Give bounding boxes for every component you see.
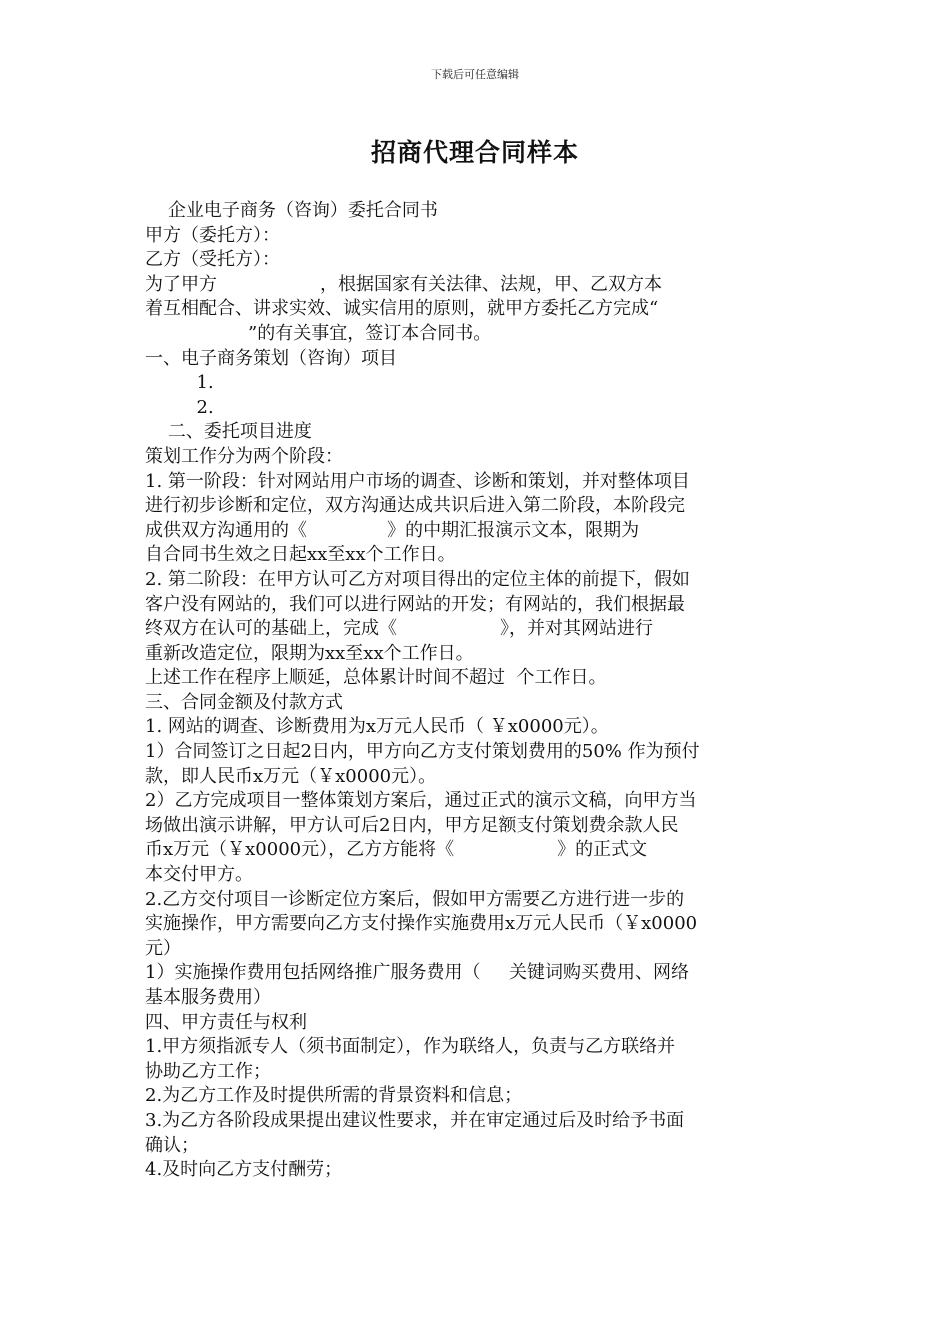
document-line: 2. 第二阶段：在甲方认可乙方对项目得出的定位主体的前提下，假如	[145, 568, 690, 590]
document-body	[145, 199, 810, 1183]
document-line: 本交付甲方。	[145, 864, 253, 886]
document-line: 4.及时向乙方支付酬劳；	[145, 1159, 343, 1181]
document-line: 二、委托项目进度	[145, 421, 312, 443]
document-line: 四、甲方责任与权利	[145, 1011, 307, 1033]
document-line: 三、合同金额及付款方式	[145, 691, 343, 713]
document-line: 乙方（受托方）：	[145, 249, 280, 271]
document-line: 终双方在认可的基础上，完成《 》，并对其网站进行	[145, 618, 653, 640]
document-line: 上述工作在程序上顺延，总体累计时间不超过 个工作日。	[145, 667, 607, 689]
document-line: 策划工作分为两个阶段：	[145, 445, 343, 467]
document-line: 基本服务费用）	[145, 987, 271, 1008]
document-line: 协助乙方工作；	[145, 1060, 271, 1082]
document-line: 元）	[145, 937, 181, 959]
document-line: 款，即人民币x万元（￥x0000元）。	[145, 765, 437, 787]
document-line: 2.为乙方工作及时提供所需的背景资料和信息；	[145, 1085, 523, 1107]
document-line: 自合同书生效之日起xx至xx个工作日。	[145, 544, 456, 566]
document-line: 3.为乙方各阶段成果提出建议性要求，并在审定通过后及时给予书面	[145, 1109, 685, 1131]
document-line: 重新改造定位，限期为xx至xx个工作日。	[145, 642, 474, 664]
document-line: 1.	[145, 372, 214, 394]
document-line: 1）实施操作费用包括网络推广服务费用（ 关键词购买费用、网络	[145, 962, 690, 984]
document-line: ”的有关事宜，签订本合同书。	[145, 322, 492, 344]
document-line: 1. 第一阶段：针对网站用户市场的调查、诊断和策划，并对整体项目	[145, 470, 690, 492]
document-line: 客户没有网站的，我们可以进行网站的开发；有网站的，我们根据最	[145, 593, 685, 615]
document-line: 1. 网站的调查、诊断费用为x万元人民币（ ￥x0000元）。	[145, 716, 609, 738]
document-line: 为了甲方 ，根据国家有关法律、法规，甲、乙双方本	[145, 273, 662, 295]
document-title: 招商代理合同样本	[370, 138, 579, 167]
document-line: 甲方（委托方）：	[145, 224, 280, 246]
document-line: 币x万元（￥x0000元），乙方方能将《 》的正式文	[145, 839, 648, 861]
document-line: 成供双方沟通用的《 》的中期汇报演示文本，限期为	[145, 519, 640, 541]
document-line: 确认；	[145, 1134, 199, 1156]
document-line: 2.乙方交付项目一诊断定位方案后，假如甲方需要乙方进行进一步的	[145, 888, 685, 910]
document-line: 企业电子商务（咨询）委托合同书	[145, 200, 438, 221]
document-line: 着互相配合、讲求实效、诚实信用的原则，就甲方委托乙方完成“	[145, 298, 659, 320]
page-header-note: 下载后可任意编辑	[431, 68, 519, 81]
document-line: 1.甲方须指派专人（须书面制定），作为联络人，负责与乙方联络并	[145, 1036, 676, 1058]
document-line: 一、电子商务策划（咨询）项目	[145, 347, 397, 369]
document-line: 实施操作，甲方需要向乙方支付操作实施费用x万元人民币（￥x0000	[145, 913, 698, 935]
document-line: 2.	[145, 396, 214, 418]
document-line: 1）合同签订之日起2日内，甲方向乙方支付策划费用的50% 作为预付	[145, 741, 700, 763]
document-line: 2）乙方完成项目一整体策划方案后，通过正式的演示文稿，向甲方当	[145, 790, 697, 812]
document-line: 进行初步诊断和定位，双方沟通达成共识后进入第二阶段，本阶段完	[145, 495, 685, 517]
document-line: 场做出演示讲解，甲方认可后2日内，甲方足额支付策划费余款人民	[145, 814, 679, 836]
